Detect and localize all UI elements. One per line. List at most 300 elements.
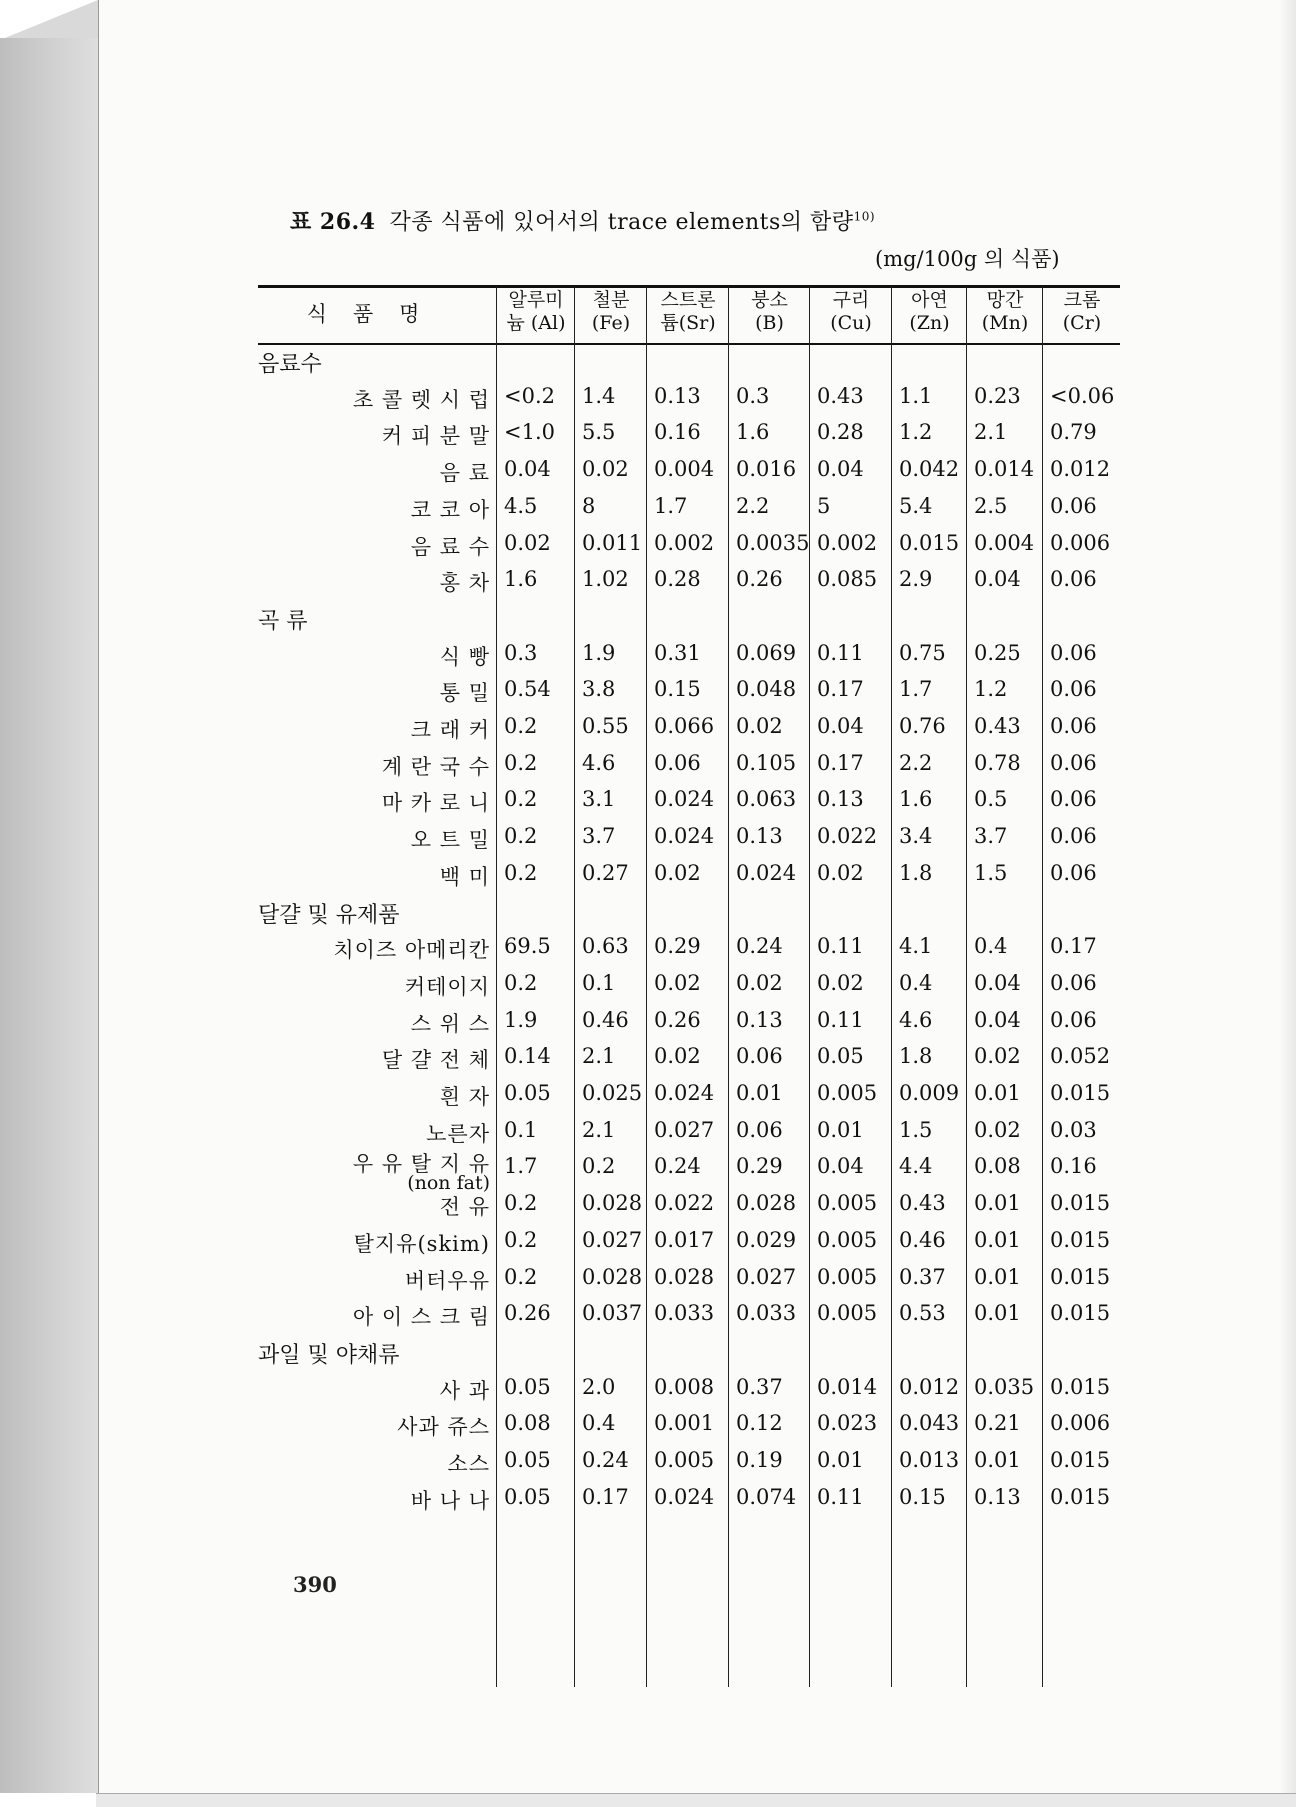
cell-fe: 0.63 <box>582 934 629 959</box>
cell-fe: 0.17 <box>582 1484 629 1509</box>
cell-fe: 2.1 <box>582 1044 616 1069</box>
cell-fe: 5.5 <box>582 420 616 445</box>
cell-sr: 0.022 <box>654 1191 715 1216</box>
table-row <box>258 714 1120 751</box>
cell-cr: 0.006 <box>1050 530 1111 555</box>
header-b-line2: (B) <box>755 312 784 334</box>
cell-zn: 1.2 <box>899 420 933 445</box>
cell-cr: 0.06 <box>1050 787 1097 812</box>
cell-cu: 0.005 <box>817 1227 878 1252</box>
header-fe <box>576 289 646 335</box>
cell-fe: 0.24 <box>582 1448 629 1472</box>
food-name: 크 래 커 <box>410 718 490 742</box>
cell-cr: 0.03 <box>1050 1117 1097 1142</box>
cell-zn: 5.4 <box>899 493 933 518</box>
cell-cu: 0.005 <box>817 1301 878 1326</box>
cell-b: 0.02 <box>736 714 783 738</box>
cell-mn: 0.01 <box>974 1448 1021 1472</box>
cell-sr: 0.028 <box>654 1264 715 1289</box>
table-row <box>258 1044 1120 1081</box>
cell-zn: 0.4 <box>899 970 933 995</box>
category-row <box>258 347 1120 384</box>
cell-b: 0.13 <box>736 1007 783 1032</box>
cell-zn: 0.15 <box>899 1484 946 1509</box>
cell-cr: 0.06 <box>1050 970 1097 995</box>
cell-cu: 0.13 <box>817 787 864 812</box>
cell-al: 0.02 <box>504 530 551 555</box>
category-row <box>258 898 1120 935</box>
cell-mn: 0.43 <box>974 714 1021 738</box>
cell-cr: 0.06 <box>1050 1007 1097 1032</box>
cell-sr: 0.16 <box>654 420 701 445</box>
cell-zn: 0.015 <box>899 530 960 555</box>
table-row <box>258 1008 1120 1045</box>
cell-al: 1.9 <box>504 1007 538 1032</box>
cell-fe: 0.027 <box>582 1227 643 1252</box>
category-label: 달걀 및 유제품 <box>258 902 400 928</box>
cell-b: 0.12 <box>736 1411 783 1436</box>
table-row <box>258 861 1120 898</box>
cell-mn: 0.02 <box>974 1117 1021 1142</box>
cell-al: <1.0 <box>504 420 555 445</box>
cell-sr: 0.02 <box>654 970 701 995</box>
cell-b: 0.069 <box>736 640 797 665</box>
header-mn-line2: (Mn) <box>981 312 1029 334</box>
food-name: 홍 차 <box>439 571 490 596</box>
cell-b: 0.02 <box>736 970 783 995</box>
cell-al: 1.7 <box>504 1154 538 1179</box>
cell-sr: 0.02 <box>654 1044 701 1069</box>
table-row <box>258 384 1120 421</box>
header-cr-line1: 크롬 <box>1063 289 1101 311</box>
cell-sr: 0.005 <box>654 1448 715 1472</box>
cell-mn: 0.25 <box>974 640 1021 665</box>
cell-zn: 0.013 <box>899 1448 960 1472</box>
food-name: 통 밀 <box>439 681 490 706</box>
food-name: 아 이 스 크 림 <box>352 1305 490 1330</box>
table-row <box>258 494 1120 531</box>
header-cu <box>811 289 891 335</box>
cell-b: 0.105 <box>736 750 797 775</box>
cell-cr: 0.06 <box>1050 567 1097 592</box>
cell-b: 0.063 <box>736 787 797 812</box>
cell-b: 0.0035 <box>736 530 810 555</box>
food-name: 백 미 <box>439 864 490 889</box>
cell-zn: 0.75 <box>899 640 946 665</box>
cell-fe: 3.1 <box>582 787 616 812</box>
food-name: 우 유 탈 지 유 <box>352 1152 490 1177</box>
cell-sr: 0.28 <box>654 567 701 592</box>
cell-sr: 0.033 <box>654 1301 715 1326</box>
table-row <box>258 1411 1120 1448</box>
cell-mn: 0.04 <box>974 1007 1021 1032</box>
food-name: 오 트 밀 <box>410 828 490 853</box>
cell-fe: 0.46 <box>582 1007 629 1032</box>
food-name: 음 료 <box>439 461 490 486</box>
cell-cu: 0.005 <box>817 1081 878 1105</box>
cell-mn: 0.02 <box>974 1044 1021 1069</box>
cell-zn: 1.5 <box>899 1117 933 1142</box>
cell-fe: 1.4 <box>582 383 616 408</box>
cell-zn: 0.53 <box>899 1301 946 1326</box>
cell-al: 0.14 <box>504 1044 551 1069</box>
cell-b: 0.016 <box>736 457 797 482</box>
table-row <box>258 531 1120 568</box>
cell-cu: 5 <box>817 493 831 518</box>
table-row <box>258 751 1120 788</box>
header-b <box>730 289 809 335</box>
cell-al: 0.04 <box>504 457 551 482</box>
cell-cr: 0.06 <box>1050 750 1097 775</box>
table-title-text: 각종 식품에 있어서의 trace elements의 함량 <box>389 210 854 235</box>
cell-fe: 1.02 <box>582 567 629 592</box>
cell-al: 69.5 <box>504 934 551 959</box>
cell-mn: 0.4 <box>974 934 1008 959</box>
cell-zn: 3.4 <box>899 824 933 849</box>
category-label: 곡 류 <box>258 608 308 634</box>
cell-sr: 0.31 <box>654 640 701 665</box>
cell-cu: 0.11 <box>817 640 864 665</box>
header-zn-line2: (Zn) <box>909 312 950 334</box>
cell-fe: 0.028 <box>582 1264 643 1289</box>
cell-cu: 0.02 <box>817 970 864 995</box>
cell-sr: 0.02 <box>654 860 701 885</box>
cell-b: 0.01 <box>736 1081 783 1105</box>
cell-b: 0.06 <box>736 1044 783 1069</box>
cell-sr: 0.024 <box>654 1484 715 1509</box>
table-row <box>258 971 1120 1008</box>
header-zn <box>893 289 966 335</box>
cell-sr: 0.24 <box>654 1154 701 1179</box>
cell-cr: 0.06 <box>1050 860 1097 885</box>
table-row <box>258 457 1120 494</box>
cell-fe: 0.02 <box>582 457 629 482</box>
cell-fe: 0.4 <box>582 1411 616 1436</box>
cell-al: 0.26 <box>504 1301 551 1326</box>
cell-mn: 0.13 <box>974 1484 1021 1509</box>
cell-cu: 0.05 <box>817 1044 864 1069</box>
food-name: 커 피 분 말 <box>381 424 490 449</box>
food-name: 바 나 나 <box>410 1488 490 1513</box>
cell-al: 0.2 <box>504 787 538 812</box>
cell-mn: 1.2 <box>974 677 1008 702</box>
cell-cr: 0.006 <box>1050 1411 1111 1436</box>
cell-zn: 2.9 <box>899 567 933 592</box>
table-title-reference: 10) <box>853 209 876 224</box>
cell-mn: 0.04 <box>974 970 1021 995</box>
cell-al: 0.2 <box>504 750 538 775</box>
cell-fe: 0.27 <box>582 860 629 885</box>
cell-cr: 0.015 <box>1050 1448 1111 1472</box>
food-name: 스 위 스 <box>410 1011 490 1036</box>
table-row <box>258 677 1120 714</box>
cell-sr: 0.001 <box>654 1411 715 1436</box>
table-row <box>258 1191 1120 1228</box>
cell-zn: 0.37 <box>899 1264 946 1289</box>
book-bottom-edge <box>96 1793 1296 1807</box>
cell-cu: 0.022 <box>817 824 878 849</box>
cell-al: 0.05 <box>504 1484 551 1509</box>
cell-fe: 0.037 <box>582 1301 643 1326</box>
cell-cr: 0.06 <box>1050 677 1097 702</box>
cell-mn: 0.01 <box>974 1081 1021 1105</box>
cell-fe: 0.025 <box>582 1081 643 1105</box>
header-food-name: 식품명 <box>306 302 446 326</box>
cell-zn: 0.43 <box>899 1191 946 1216</box>
table-row <box>258 1152 1120 1195</box>
page-number: 390 <box>293 1572 337 1597</box>
cell-mn: 0.04 <box>974 567 1021 592</box>
cell-fe: 0.2 <box>582 1154 616 1179</box>
category-label: 음료수 <box>258 352 322 377</box>
cell-al: 0.2 <box>504 1264 538 1289</box>
cell-cr: 0.015 <box>1050 1374 1111 1399</box>
header-al-line1: 알루미 <box>508 289 564 311</box>
cell-mn: 0.23 <box>974 383 1021 408</box>
food-name: 치이즈 아메리칸 <box>333 938 490 963</box>
cell-al: 0.3 <box>504 640 538 665</box>
category-label: 과일 및 야채류 <box>258 1342 400 1368</box>
cell-cr: 0.17 <box>1050 934 1097 959</box>
cell-cu: 0.04 <box>817 714 864 738</box>
cell-zn: 0.46 <box>899 1227 946 1252</box>
cell-fe: 3.8 <box>582 677 616 702</box>
cell-cr: 0.06 <box>1050 640 1097 665</box>
cell-cr: 0.015 <box>1050 1264 1111 1289</box>
cell-fe: 0.1 <box>582 970 616 995</box>
table-row <box>258 1375 1120 1412</box>
table-unit: (mg/100g 의 식품) <box>875 247 1060 271</box>
cell-sr: 0.13 <box>654 383 701 408</box>
book-spine <box>0 38 98 1793</box>
category-row <box>258 1338 1120 1375</box>
cell-cu: 0.014 <box>817 1374 878 1399</box>
cell-al: 0.05 <box>504 1081 551 1105</box>
cell-cu: 0.085 <box>817 567 878 592</box>
cell-cr: 0.06 <box>1050 493 1097 518</box>
header-zn-line1: 아연 <box>911 289 948 311</box>
cell-zn: 1.8 <box>899 1044 933 1069</box>
food-name: 노른자 <box>426 1121 490 1146</box>
table-header-rule <box>258 343 1120 345</box>
cell-zn: 0.012 <box>899 1374 960 1399</box>
cell-sr: 0.29 <box>654 934 701 959</box>
table-row <box>258 1081 1120 1118</box>
header-cu-line2: (Cu) <box>830 312 872 334</box>
cell-b: 0.3 <box>736 383 770 408</box>
cell-cr: <0.06 <box>1050 383 1115 408</box>
cell-al: 1.6 <box>504 567 538 592</box>
cell-b: 0.37 <box>736 1374 783 1399</box>
cell-fe: 8 <box>582 493 596 518</box>
cell-mn: 0.01 <box>974 1191 1021 1216</box>
table-row <box>258 1448 1120 1485</box>
food-name: 소스 <box>447 1452 490 1476</box>
cell-zn: 0.009 <box>899 1081 960 1105</box>
cell-cr: 0.052 <box>1050 1044 1111 1069</box>
cell-cr: 0.012 <box>1050 457 1111 482</box>
cell-mn: 0.08 <box>974 1154 1021 1179</box>
cell-al: 0.54 <box>504 677 551 702</box>
cell-mn: 2.1 <box>974 420 1008 445</box>
cell-fe: 4.6 <box>582 750 616 775</box>
header-cr-line2: (Cr) <box>1062 312 1102 334</box>
cell-mn: 0.004 <box>974 530 1035 555</box>
cell-cr: 0.015 <box>1050 1484 1111 1509</box>
cell-cu: 0.04 <box>817 457 864 482</box>
table-top-rule <box>258 285 1120 288</box>
table-row <box>258 1228 1120 1265</box>
cell-fe: 2.0 <box>582 1374 616 1399</box>
cell-al: <0.2 <box>504 383 555 408</box>
cell-sr: 0.017 <box>654 1227 715 1252</box>
cell-zn: 4.4 <box>899 1154 933 1179</box>
cell-al: 0.05 <box>504 1448 551 1472</box>
cell-mn: 0.01 <box>974 1301 1021 1326</box>
cell-mn: 0.01 <box>974 1227 1021 1252</box>
cell-cr: 0.06 <box>1050 824 1097 849</box>
cell-cu: 0.43 <box>817 383 864 408</box>
cell-cu: 0.023 <box>817 1411 878 1436</box>
cell-zn: 4.6 <box>899 1007 933 1032</box>
cell-b: 0.048 <box>736 677 797 702</box>
cell-zn: 1.7 <box>899 677 933 702</box>
cell-b: 1.6 <box>736 420 770 445</box>
food-name: 계 란 국 수 <box>381 754 490 779</box>
cell-b: 0.29 <box>736 1154 783 1179</box>
header-mn-line1: 망간 <box>986 289 1024 311</box>
cell-mn: 0.014 <box>974 457 1035 482</box>
cell-al: 0.2 <box>504 824 538 849</box>
cell-sr: 0.024 <box>654 1081 715 1105</box>
cell-al: 4.5 <box>504 493 538 518</box>
cell-b: 0.26 <box>736 567 783 592</box>
cell-mn: 0.78 <box>974 750 1021 775</box>
cell-al: 0.2 <box>504 860 538 885</box>
header-fe-line1: 철분 <box>592 289 630 311</box>
food-name: 마 카 로 니 <box>381 791 490 816</box>
header-fe-line2: (Fe) <box>591 312 631 334</box>
food-name-sub: (non fat) <box>407 1172 490 1195</box>
cell-sr: 0.26 <box>654 1007 701 1032</box>
cell-b: 0.033 <box>736 1301 797 1326</box>
cell-mn: 3.7 <box>974 824 1008 849</box>
cell-zn: 2.2 <box>899 750 933 775</box>
cell-mn: 1.5 <box>974 860 1008 885</box>
cell-b: 0.024 <box>736 860 797 885</box>
page-edge-shadow <box>1279 0 1296 1806</box>
food-name: 식 빵 <box>439 644 490 669</box>
food-name: 커테이지 <box>404 974 490 999</box>
food-name: 탈지유(skim) <box>353 1231 490 1256</box>
header-al <box>498 289 574 335</box>
cell-b: 0.06 <box>736 1117 783 1142</box>
cell-cu: 0.11 <box>817 1007 864 1032</box>
cell-mn: 0.01 <box>974 1264 1021 1289</box>
cell-cu: 0.11 <box>817 1484 864 1509</box>
cell-sr: 0.066 <box>654 714 715 738</box>
table-row <box>258 1485 1120 1522</box>
cell-b: 0.24 <box>736 934 783 959</box>
cell-fe: 0.028 <box>582 1191 643 1216</box>
food-name: 흰 자 <box>439 1085 490 1109</box>
food-name: 코 코 아 <box>410 497 490 522</box>
cell-cu: 0.17 <box>817 750 864 775</box>
cell-cr: 0.015 <box>1050 1081 1111 1105</box>
cell-mn: 0.035 <box>974 1374 1035 1399</box>
cell-sr: 0.004 <box>654 457 715 482</box>
cell-zn: 1.8 <box>899 860 933 885</box>
cell-b: 0.13 <box>736 824 783 849</box>
table-row <box>258 824 1120 861</box>
header-sr <box>648 289 728 335</box>
cell-sr: 0.024 <box>654 824 715 849</box>
table-row <box>258 787 1120 824</box>
cell-al: 0.2 <box>504 1227 538 1252</box>
food-name: 음 료 수 <box>410 534 490 559</box>
header-sr-line2: 튬(Sr) <box>660 312 716 334</box>
cell-al: 0.1 <box>504 1117 538 1142</box>
cell-fe: 0.55 <box>582 714 629 738</box>
header-mn <box>968 289 1042 335</box>
table-title <box>290 205 875 236</box>
cell-cu: 0.28 <box>817 420 864 445</box>
cell-cu: 0.04 <box>817 1154 864 1179</box>
cell-sr: 0.008 <box>654 1374 715 1399</box>
cell-zn: 0.76 <box>899 714 946 738</box>
cell-fe: 2.1 <box>582 1117 616 1142</box>
cell-b: 0.19 <box>736 1448 783 1472</box>
table-row <box>258 1265 1120 1302</box>
cell-mn: 0.21 <box>974 1411 1021 1436</box>
cell-b: 0.028 <box>736 1191 797 1216</box>
header-cu-line1: 구리 <box>832 289 870 311</box>
cell-mn: 0.5 <box>974 787 1008 812</box>
table-row <box>258 420 1120 457</box>
cell-cr: 0.015 <box>1050 1227 1111 1252</box>
food-name: 전 유 <box>439 1195 490 1220</box>
cell-cr: 0.015 <box>1050 1301 1111 1326</box>
table-row <box>258 1301 1120 1338</box>
cell-al: 0.05 <box>504 1374 551 1399</box>
cell-al: 0.2 <box>504 970 538 995</box>
table-number: 표 26.4 <box>290 209 376 235</box>
cell-zn: 1.1 <box>899 383 933 408</box>
cell-cr: 0.015 <box>1050 1191 1111 1216</box>
cell-sr: 0.024 <box>654 787 715 812</box>
cell-sr: 1.7 <box>654 493 688 518</box>
cell-b: 2.2 <box>736 493 770 518</box>
cell-zn: 0.043 <box>899 1411 960 1436</box>
cell-cu: 0.005 <box>817 1191 878 1216</box>
category-row <box>258 604 1120 641</box>
cell-mn: 2.5 <box>974 493 1008 518</box>
cell-b: 0.029 <box>736 1227 797 1252</box>
cell-cu: 0.002 <box>817 530 878 555</box>
cell-al: 0.08 <box>504 1411 551 1436</box>
table-row <box>258 567 1120 604</box>
cell-zn: 4.1 <box>899 934 933 959</box>
cell-cr: 0.79 <box>1050 420 1097 445</box>
cell-cu: 0.01 <box>817 1117 864 1142</box>
cell-zn: 0.042 <box>899 457 960 482</box>
food-name: 달 걀 전 체 <box>381 1048 490 1073</box>
cell-fe: 0.011 <box>582 530 643 555</box>
cell-al: 0.2 <box>504 714 538 738</box>
cell-al: 0.2 <box>504 1191 538 1216</box>
cell-cu: 0.11 <box>817 934 864 959</box>
food-name: 사과 쥬스 <box>397 1415 490 1440</box>
